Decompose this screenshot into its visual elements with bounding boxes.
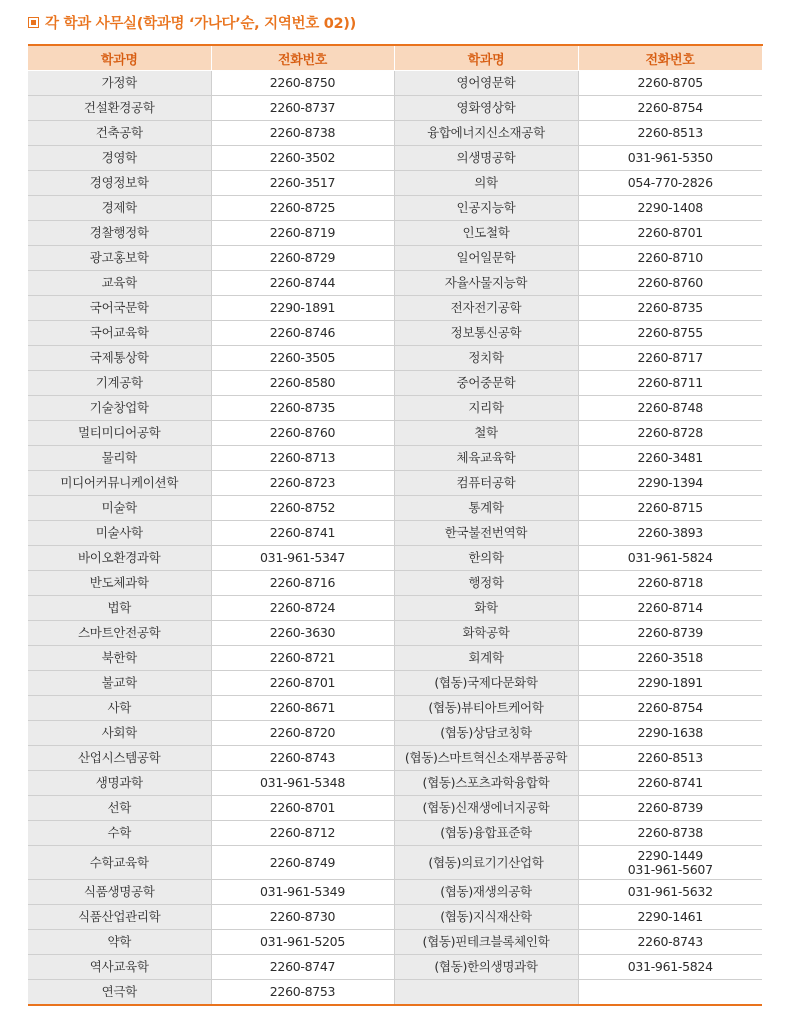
department-name-left: 건설환경공학 [28,96,211,121]
phone-number: 2260-8739 [637,800,703,815]
table-row [28,446,762,471]
table-row [28,955,762,980]
table-row [28,905,762,930]
department-name-left: 경찰행정학 [28,221,211,246]
department-name-left: 국제통상학 [28,346,211,371]
phone-cell-left [211,396,394,421]
phone-number: 2260-3630 [269,625,336,640]
table-row [28,346,762,371]
department-name-left: 경제학 [28,196,211,221]
table-row [28,396,762,421]
header-phone-right: 전화번호 [578,45,762,71]
phone-cell-right [578,746,762,771]
department-name-left: 가정학 [28,71,211,96]
table-row [28,71,762,96]
table-row [28,146,762,171]
phone-cell-left [211,646,394,671]
section-heading [28,10,356,34]
phone-number: 2260-8718 [637,575,703,590]
department-name-left: 광고홍보학 [28,246,211,271]
table-row [28,696,762,721]
phone-number: 031-961-5824 [627,550,713,565]
table-row [28,96,762,121]
department-name-right: (협동)스마트혁신소재부품공학 [394,746,578,771]
department-name-left: 멀티미디어공학 [28,421,211,446]
table-row [28,196,762,221]
phone-cell-left [211,296,394,321]
table-row [28,121,762,146]
phone-cell-left [211,71,394,96]
phone-cell-right [578,121,762,146]
department-name-left: 경영학 [28,146,211,171]
phone-number: 2260-8723 [269,475,336,490]
section-heading-text: 각 학과 사무실(학과명 ‘가나다’순, 지역번호 02)) [45,15,356,32]
phone-cell-right [578,796,762,821]
phone-cell-right [578,371,762,396]
phone-number: 2260-8701 [637,225,703,240]
phone-number: 2260-8738 [269,125,336,140]
phone-cell-right [578,346,762,371]
phone-cell-left [211,196,394,221]
department-name-right: 화학 [394,596,578,621]
phone-cell-right [578,696,762,721]
department-name-left: 역사교육학 [28,955,211,980]
phone-number: 031-961-5632 [627,884,713,899]
phone-cell-left [211,596,394,621]
department-name-right: 행정학 [394,571,578,596]
phone-number: 2260-8719 [269,225,336,240]
table-row [28,980,762,1006]
table-row [28,596,762,621]
phone-number: 2260-8743 [637,934,703,949]
department-name-right: (협동)의료기기산업학 [394,846,578,880]
phone-cell-right [578,496,762,521]
phone-number: 2260-8752 [269,500,336,515]
phone-number: 2260-8750 [269,75,336,90]
department-name-left: 바이오환경과학 [28,546,211,571]
department-name-left: 국어교육학 [28,321,211,346]
phone-number: 2260-3517 [269,175,336,190]
department-name-right: 지리학 [394,396,578,421]
department-name-right: 일어일문학 [394,246,578,271]
table-header-row [28,45,762,71]
phone-number: 2290-1638 [637,725,703,740]
department-name-left: 산업시스템공학 [28,746,211,771]
department-name-right: 컴퓨터공학 [394,471,578,496]
phone-cell-left [211,721,394,746]
phone-cell-left [211,321,394,346]
phone-number: 031-961-5347 [260,550,345,565]
phone-cell-right [578,421,762,446]
phone-number: 2260-8730 [269,909,336,924]
department-name-right: 의생명공학 [394,146,578,171]
department-name-right: 철학 [394,421,578,446]
phone-cell-right [578,546,762,571]
table-row [28,621,762,646]
phone-number: 2260-8720 [269,725,336,740]
phone-cell-left [211,371,394,396]
phone-cell-right [578,571,762,596]
department-name-left: 스마트안전공학 [28,621,211,646]
phone-number: 2260-8701 [269,675,336,690]
phone-cell-left [211,496,394,521]
phone-cell-left [211,930,394,955]
phone-number: 2260-8711 [637,375,703,390]
table-row [28,521,762,546]
department-name-left: 사회학 [28,721,211,746]
department-name-right: (협동)핀테크블록체인학 [394,930,578,955]
department-name-right: (협동)신재생에너지공학 [394,796,578,821]
phone-number: 2260-8671 [269,700,336,715]
phone-cell-right [578,671,762,696]
phone-cell-right [578,955,762,980]
phone-cell-left [211,421,394,446]
phone-cell-right [578,846,762,880]
department-name-right: (협동)뷰티아트케어학 [394,696,578,721]
department-name-left: 미술학 [28,496,211,521]
phone-cell-left [211,846,394,880]
phone-cell-right [578,196,762,221]
phone-cell-left [211,980,394,1006]
phone-number: 2260-8749 [269,854,336,870]
phone-number: 031-961-5348 [260,775,345,790]
department-name-left: 수학교육학 [28,846,211,880]
phone-number: 2260-8753 [269,984,336,999]
phone-number: 2260-8728 [637,425,703,440]
phone-cell-right [578,646,762,671]
department-name-right: 융합에너지신소재공학 [394,121,578,146]
department-name-left: 기술창업학 [28,396,211,421]
phone-cell-left [211,696,394,721]
phone-number: 2260-3505 [269,350,336,365]
department-name-left: 국어국문학 [28,296,211,321]
phone-number: 2260-8701 [269,800,336,815]
table-row [28,546,762,571]
phone-cell-right [578,521,762,546]
phone-cell-right [578,621,762,646]
phone-number: 2260-8705 [637,75,703,90]
department-name-right: 한국불전번역학 [394,521,578,546]
table-row [28,171,762,196]
table-row [28,321,762,346]
phone-number: 2260-8580 [269,375,336,390]
phone-cell-left [211,221,394,246]
department-name-left: 수학 [28,821,211,846]
department-name-right: 중어중문학 [394,371,578,396]
phone-cell-right [578,71,762,96]
table-row [28,821,762,846]
department-phone-table [28,44,763,1006]
phone-cell-left [211,771,394,796]
phone-cell-left [211,146,394,171]
phone-number: 2260-8739 [637,625,703,640]
phone-cell-left [211,796,394,821]
phone-number: 2260-8755 [637,325,703,340]
phone-cell-right [578,396,762,421]
phone-number: 2260-8713 [269,450,336,465]
department-name-right: (협동)융합표준학 [394,821,578,846]
department-name-left: 북한학 [28,646,211,671]
phone-cell-right [578,930,762,955]
phone-number: 2290-1408 [637,200,703,215]
department-name-left: 선학 [28,796,211,821]
phone-number: 2260-8716 [269,575,336,590]
department-name-left: 미술사학 [28,521,211,546]
phone-cell-right [578,221,762,246]
department-name-right: 자율사물지능학 [394,271,578,296]
phone-number: 2260-8737 [269,100,336,115]
phone-number: 031-961-5350 [627,150,713,165]
department-name-right: 정치학 [394,346,578,371]
phone-cell-right [578,96,762,121]
header-department-left: 학과명 [28,45,211,71]
department-name-right: 인공지능학 [394,196,578,221]
phone-number: 2260-8747 [269,959,336,974]
phone-cell-right [578,471,762,496]
table-row [28,646,762,671]
phone-cell-left [211,521,394,546]
phone-cell-right [578,146,762,171]
phone-cell-left [211,171,394,196]
department-name-right: (협동)재생의공학 [394,880,578,905]
phone-cell-right [578,246,762,271]
phone-number: 2260-8735 [269,400,336,415]
table-row [28,496,762,521]
phone-number: 2290-1449 [637,847,703,863]
department-name-right: 통계학 [394,496,578,521]
phone-number: 2260-8724 [269,600,336,615]
phone-number: 2260-3893 [637,525,703,540]
header-department-right: 학과명 [394,45,578,71]
phone-number: 031-961-5349 [260,884,345,899]
table-row [28,930,762,955]
phone-number: 2290-1394 [637,475,703,490]
department-name-right: 체육교육학 [394,446,578,471]
department-name-right: 정보통신공학 [394,321,578,346]
phone-number: 2260-8760 [637,275,703,290]
department-name-left: 경영정보학 [28,171,211,196]
phone-cell-left [211,955,394,980]
phone-cell-left [211,905,394,930]
table-row [28,246,762,271]
phone-number: 2260-8746 [269,325,336,340]
phone-cell-left [211,621,394,646]
phone-cell-right [578,596,762,621]
phone-number: 2260-8715 [637,500,703,515]
department-name-right: (협동)국제다문화학 [394,671,578,696]
phone-number: 2260-8712 [269,825,336,840]
department-name-right: 회계학 [394,646,578,671]
phone-number: 2260-8729 [269,250,336,265]
department-name-left: 약학 [28,930,211,955]
phone-cell-right [578,905,762,930]
table-row [28,221,762,246]
phone-number: 2260-8744 [269,275,336,290]
phone-number: 2260-8743 [269,750,336,765]
table-row [28,846,762,880]
phone-cell-left [211,96,394,121]
phone-number: 2260-8748 [637,400,703,415]
phone-cell-left [211,546,394,571]
phone-number: 2260-8735 [637,300,703,315]
department-name-right: (협동)지식재산학 [394,905,578,930]
phone-number: 054-770-2826 [627,175,713,190]
phone-cell-left [211,271,394,296]
phone-number: 2260-8721 [269,650,336,665]
department-name-left: 식품생명공학 [28,880,211,905]
header-phone-left: 전화번호 [211,45,394,71]
department-name-left: 기계공학 [28,371,211,396]
phone-cell-left [211,246,394,271]
phone-cell-left [211,446,394,471]
department-name-left: 물리학 [28,446,211,471]
department-name-left: 불교학 [28,671,211,696]
department-name-left: 법학 [28,596,211,621]
phone-number: 2260-3502 [269,150,336,165]
phone-number: 2290-1461 [637,909,703,924]
department-name-left: 건축공학 [28,121,211,146]
phone-number: 2260-3481 [637,450,703,465]
phone-cell-right [578,980,762,1006]
department-name-left: 연극학 [28,980,211,1006]
phone-number: 2260-8741 [269,525,336,540]
table-row [28,571,762,596]
department-name-right: 영화영상학 [394,96,578,121]
department-name-right: 의학 [394,171,578,196]
department-name-left: 사학 [28,696,211,721]
phone-cell-right [578,880,762,905]
table-row [28,296,762,321]
phone-cell-left [211,821,394,846]
phone-cell-left [211,121,394,146]
phone-cell-right [578,821,762,846]
phone-number: 2260-8710 [637,250,703,265]
phone-number: 2260-8725 [269,200,336,215]
phone-number: 2260-8754 [637,700,703,715]
phone-number: 031-961-5824 [627,959,713,974]
phone-number: 2260-8714 [637,600,703,615]
phone-cell-right [578,321,762,346]
department-name-right: 한의학 [394,546,578,571]
phone-number: 031-961-5607 [627,861,713,877]
department-name-right: (협동)한의생명과학 [394,955,578,980]
phone-cell-right [578,171,762,196]
table-body [28,71,762,1006]
department-name-left: 생명과학 [28,771,211,796]
department-name-right: 인도철학 [394,221,578,246]
table-row [28,271,762,296]
phone-cell-right [578,721,762,746]
phone-number: 2260-8754 [637,100,703,115]
phone-cell-right [578,771,762,796]
phone-number: 2260-8513 [637,125,703,140]
table-row [28,371,762,396]
table-row [28,721,762,746]
phone-cell-left [211,746,394,771]
phone-cell-left [211,346,394,371]
department-name-left: 교육학 [28,271,211,296]
square-bullet-icon [28,17,39,28]
department-name-left: 미디어커뮤니케이션학 [28,471,211,496]
department-name-left: 반도체과학 [28,571,211,596]
phone-cell-left [211,571,394,596]
phone-cell-right [578,446,762,471]
phone-cell-right [578,271,762,296]
table-row [28,421,762,446]
phone-number: 2260-8738 [637,825,703,840]
table-row [28,471,762,496]
phone-number: 031-961-5205 [260,934,345,949]
phone-number: 2260-8513 [637,750,703,765]
phone-number: 2260-8760 [269,425,336,440]
phone-cell-left [211,880,394,905]
department-name-right: (협동)스포츠과학융합학 [394,771,578,796]
table-row [28,880,762,905]
table-row [28,746,762,771]
department-name-left: 식품산업관리학 [28,905,211,930]
department-name-right: 전자전기공학 [394,296,578,321]
table-row [28,671,762,696]
table-row [28,796,762,821]
phone-number: 2260-8717 [637,350,703,365]
table-row [28,771,762,796]
phone-cell-right [578,296,762,321]
phone-number: 2290-1891 [269,300,336,315]
department-name-right [394,980,578,1006]
department-name-right: (협동)상담코칭학 [394,721,578,746]
phone-cell-left [211,471,394,496]
phone-number: 2260-8741 [637,775,703,790]
phone-cell-left [211,671,394,696]
department-name-right: 영어영문학 [394,71,578,96]
phone-number: 2290-1891 [637,675,703,690]
department-name-right: 화학공학 [394,621,578,646]
phone-number: 2260-3518 [637,650,703,665]
